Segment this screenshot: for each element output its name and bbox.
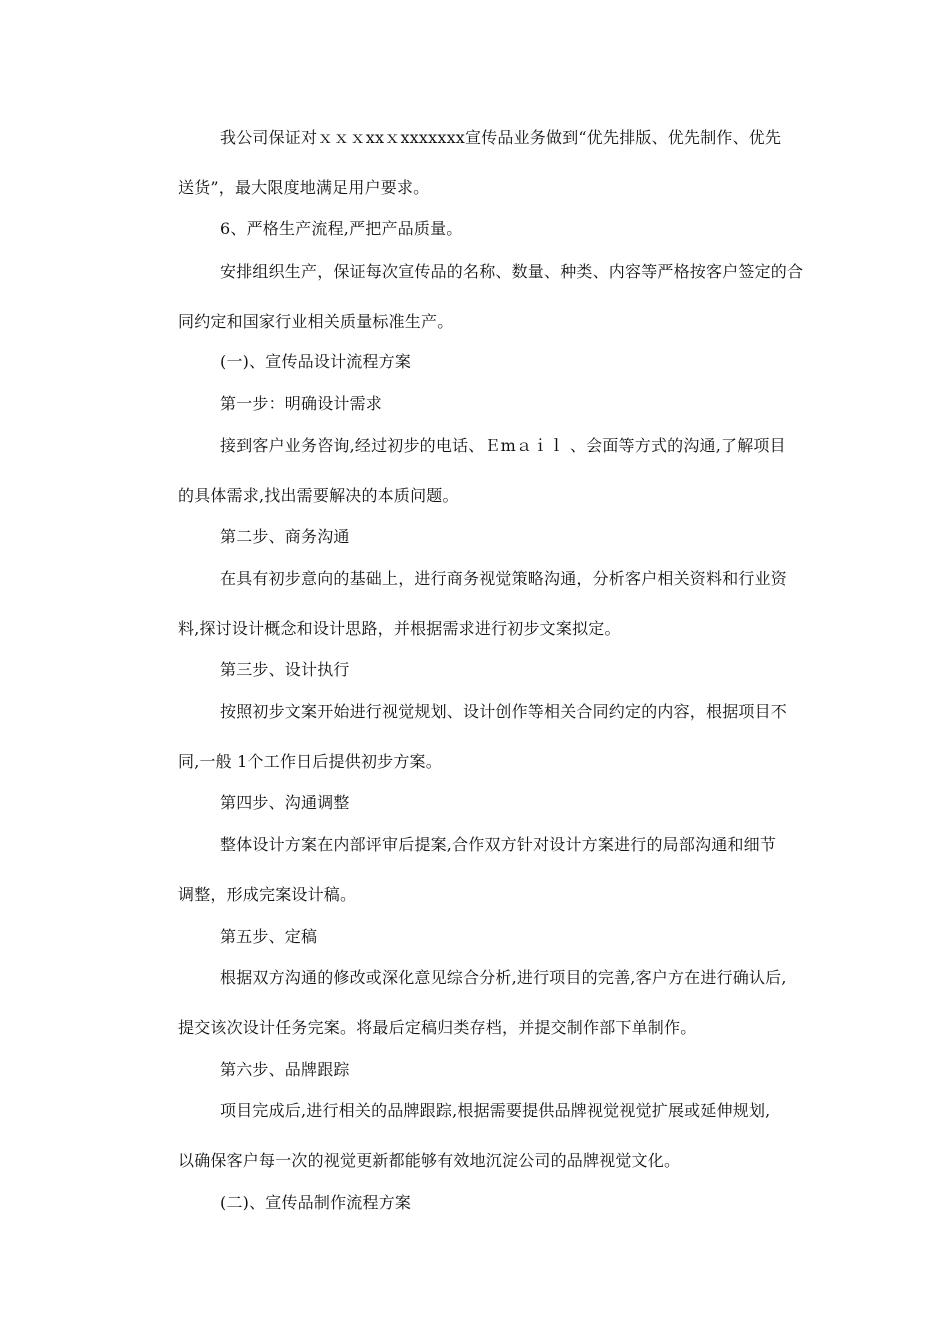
- paragraph-line: 安排组织生产，保证每次宣传品的名称、数量、种类、内容等严格按客户签定的合: [220, 262, 804, 281]
- paragraph-line: 提交该次设计任务完案。将最后定稿归类存档，并提交制作部下单制作。: [178, 1018, 697, 1037]
- paragraph-line: 的具体需求,找出需要解决的本质问题。: [178, 486, 459, 505]
- step-heading: 第六步、品牌跟踪: [220, 1060, 350, 1079]
- section-heading: (一)、宣传品设计流程方案: [220, 352, 412, 371]
- paragraph-line: 接到客户业务咨询,经过初步的电话、Ｅmａｉｌ 、会面等方式的沟通,了解项目: [220, 436, 786, 455]
- section-heading: (二)、宣传品制作流程方案: [220, 1193, 412, 1212]
- paragraph-line: 同,一般 1个工作日后提供初步方案。: [178, 752, 442, 771]
- paragraph-line: 整体设计方案在内部评审后提案,合作双方针对设计方案进行的局部沟通和细节: [220, 835, 777, 854]
- step-heading: 第二步、商务沟通: [220, 527, 350, 546]
- step-heading: 第五步、定稿: [220, 927, 318, 946]
- paragraph-line: 在具有初步意向的基础上，进行商务视觉策略沟通，分析客户相关资料和行业资: [220, 569, 788, 588]
- paragraph-line: 送货”，最大限度地满足用户要求。: [178, 178, 430, 197]
- paragraph-line: 同约定和国家行业相关质量标准生产。: [178, 312, 454, 331]
- paragraph-line: 以确保客户每一次的视觉更新都能够有效地沉淀公司的品牌视觉文化。: [178, 1151, 681, 1170]
- paragraph-line: 料,探讨设计概念和设计思路，并根据需求进行初步文案拟定。: [178, 619, 621, 638]
- paragraph-line: 根据双方沟通的修改或深化意见综合分析,进行项目的完善,客户方在进行确认后,: [220, 968, 787, 987]
- step-heading: 第一步：明确设计需求: [220, 394, 383, 413]
- paragraph-line: 按照初步文案开始进行视觉规划、设计创作等相关合同约定的内容，根据项目不: [220, 702, 788, 721]
- step-heading: 第三步、设计执行: [220, 660, 350, 679]
- paragraph-line: 调整，形成完案设计稿。: [178, 885, 357, 904]
- section-heading: 6、严格生产流程,严把产品质量。: [220, 219, 463, 238]
- step-heading: 第四步、沟通调整: [220, 793, 350, 812]
- paragraph-line: 我公司保证对ｘｘｘxxｘxxxxxxx宣传品业务做到“优先排版、优先制作、优先: [220, 128, 782, 147]
- paragraph-line: 项目完成后,进行相关的品牌跟踪,根据需要提供品牌视觉视觉扩展或延伸规划,: [220, 1101, 771, 1120]
